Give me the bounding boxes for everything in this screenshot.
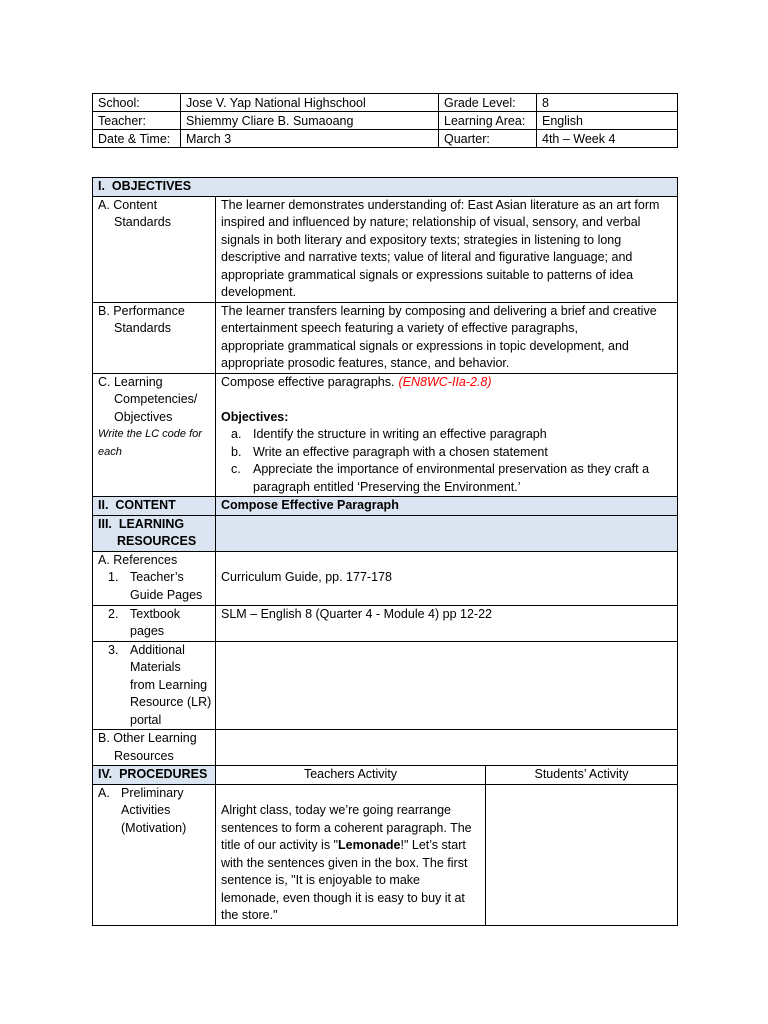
textbook-value: SLM – English 8 (Quarter 4 - Module 4) pp 12-22 <box>216 605 678 641</box>
text-line: Appreciate the importance of environmental preservation as they craft a <box>253 462 650 476</box>
text-line <box>221 837 480 855</box>
performance-standards-label <box>93 302 216 373</box>
label-line: Materials <box>130 660 181 674</box>
text-line: inspired and influenced by nature; relationship of visual, sensory, and verbal <box>221 215 641 229</box>
other-resources-label <box>93 730 216 766</box>
learning-area-value: English <box>537 112 678 130</box>
lc-code-note-line: each <box>98 445 122 458</box>
references-title: A. References <box>98 552 178 567</box>
text-line: The learner transfers learning by composing and delivering a brief and creative <box>221 303 657 318</box>
heading-line: III. LEARNING <box>98 516 185 531</box>
additional-materials-value <box>216 641 678 730</box>
learning-resources-heading-row <box>93 515 678 551</box>
list-marker: 2. <box>108 606 119 621</box>
competencies-text <box>216 373 678 497</box>
competency-statement <box>221 374 672 392</box>
label-line: Activities <box>121 803 171 817</box>
label-text <box>130 569 202 604</box>
content-heading: II. CONTENT <box>93 497 216 516</box>
label-line: Preliminary <box>121 785 184 800</box>
label-line: C. Learning <box>98 374 163 389</box>
activity-title: Lemonade <box>337 838 401 852</box>
text-line: sentences to form a coherent paragraph. The <box>221 820 472 835</box>
lc-code-note-line: Write the LC code for <box>98 428 202 440</box>
text-segment: title of our activity is " <box>221 838 338 852</box>
text-line: development. <box>221 285 297 299</box>
text-line: descriptive and narrative texts; value of literal and figurative language; and <box>221 250 633 264</box>
text-line: sentence is, "It is enjoyable to make <box>221 873 420 887</box>
info-row-school <box>93 94 678 112</box>
list-marker: 3. <box>108 642 119 657</box>
objective-item <box>221 426 672 444</box>
teacher-label: Teacher: <box>93 112 181 130</box>
students-activity-header: Students’ Activity <box>486 766 678 785</box>
label-line: Textbook <box>130 606 181 621</box>
blank-line <box>221 391 672 409</box>
school-label: School: <box>93 94 181 112</box>
objectives-heading-row <box>93 178 678 197</box>
label-line: B. Performance <box>98 303 185 318</box>
text-line: appropriate grammatical signals or expressions suitable to patterns of idea <box>221 267 634 282</box>
list-marker: 1. <box>108 570 119 584</box>
text-line: with the sentences given in the box. The first <box>221 855 468 870</box>
lc-code: (EN8WC-IIa-2.8) <box>398 374 492 389</box>
textbook-row <box>93 605 678 641</box>
textbook-item <box>98 606 210 641</box>
info-row-date <box>93 130 678 148</box>
performance-standards-text <box>216 302 678 373</box>
teacher-activity-cell <box>216 784 486 925</box>
list-marker: c. <box>231 462 241 476</box>
text-line: entertainment speech featuring a variety of effective paragraphs, <box>221 321 578 335</box>
label-line: Additional <box>130 642 185 657</box>
objectives-label: Objectives: <box>221 409 289 424</box>
learning-resources-heading <box>93 515 216 551</box>
learning-resources-heading-value <box>216 515 678 551</box>
teachers-guide-label <box>98 569 210 604</box>
label-line: (Motivation) <box>121 820 187 835</box>
references-label <box>93 551 216 605</box>
text-line: Alright class, today we’re going rearrange <box>221 803 451 817</box>
learning-area-label: Learning Area: <box>439 112 537 130</box>
teachers-guide-value: Curriculum Guide, pp. 177-178 <box>216 551 678 605</box>
content-row <box>93 497 678 516</box>
other-resources-value <box>216 730 678 766</box>
preliminary-activities-row <box>93 784 678 925</box>
text-line: Write an effective paragraph with a chosen statement <box>253 444 548 459</box>
preliminary-item <box>98 785 210 838</box>
content-value: Compose Effective Paragraph <box>216 497 678 516</box>
text-line: Identify the structure in writing an effective paragraph <box>253 427 547 441</box>
label-line: Guide Pages <box>130 587 203 602</box>
label-line: Standards <box>114 321 171 335</box>
label-line: B. Other Learning <box>98 731 197 745</box>
content-standards-text <box>216 196 678 302</box>
label-line: A. Content <box>98 197 158 212</box>
competencies-row <box>93 373 678 497</box>
objective-item <box>221 461 672 496</box>
competencies-label <box>93 373 216 497</box>
quarter-value: 4th – Week 4 <box>537 130 678 148</box>
procedures-heading: IV. PROCEDURES <box>93 766 216 785</box>
textbook-label <box>93 605 216 641</box>
additional-materials-label <box>93 641 216 730</box>
teacher-value: Shiemmy Cliare B. Sumaoang <box>181 112 439 130</box>
grade-level-label: Grade Level: <box>439 94 537 112</box>
label-line: from Learning <box>130 677 208 692</box>
objective-text <box>253 461 649 496</box>
student-activity-cell <box>486 784 678 925</box>
list-marker: b. <box>231 444 242 459</box>
text-segment: !" Let’s start <box>400 838 466 852</box>
list-marker: A. <box>98 785 110 800</box>
heading-line: RESOURCES <box>117 534 197 548</box>
objective-text <box>253 444 548 462</box>
list-marker: a. <box>231 427 242 441</box>
other-resources-row <box>93 730 678 766</box>
date-time-label: Date & Time: <box>93 130 181 148</box>
content-standards-row <box>93 196 678 302</box>
procedures-heading-row <box>93 766 678 785</box>
date-time-value: March 3 <box>181 130 439 148</box>
text-line: paragraph entitled ‘Preserving the Environment.’ <box>253 479 521 494</box>
teachers-activity-header: Teachers Activity <box>216 766 486 785</box>
objective-text <box>253 426 547 444</box>
text-line: the store." <box>221 908 278 922</box>
objective-item <box>221 444 672 462</box>
label-line: Resources <box>114 748 174 763</box>
label-text <box>121 785 186 838</box>
text-line: appropriate prosodic features, stance, and behavior. <box>221 356 510 370</box>
performance-standards-row <box>93 302 678 373</box>
content-standards-label <box>93 196 216 302</box>
label-line: Competencies/ <box>114 392 198 406</box>
label-text <box>130 606 180 641</box>
text-line: lemonade, even though it is easy to buy it at <box>221 890 465 905</box>
label-line: pages <box>130 624 165 638</box>
school-info-table <box>92 93 678 148</box>
additional-materials-row <box>93 641 678 730</box>
text-line: signals in both literary and expository texts; strategies in listening to long <box>221 232 622 247</box>
additional-materials-item <box>98 642 210 730</box>
text-line: The learner demonstrates understanding of: East Asian literature as an art form <box>221 197 660 212</box>
label-line: Objectives <box>114 409 173 424</box>
lesson-plan-table <box>92 177 678 926</box>
label-line: portal <box>130 712 162 727</box>
label-line: Standards <box>114 215 171 229</box>
competency-text: Compose effective paragraphs. <box>221 374 395 389</box>
objectives-heading: I. OBJECTIVES <box>93 178 678 197</box>
school-value: Jose V. Yap National Highschool <box>181 94 439 112</box>
label-line: Teacher’s <box>130 570 184 584</box>
quarter-label: Quarter: <box>439 130 537 148</box>
preliminary-activities-label <box>93 784 216 925</box>
info-row-teacher <box>93 112 678 130</box>
teachers-guide-row <box>93 551 678 605</box>
text-line: appropriate grammatical signals or expressions in topic development, and <box>221 338 629 353</box>
label-line: Resource (LR) <box>130 695 212 709</box>
label-text <box>130 642 211 730</box>
grade-level-value: 8 <box>537 94 678 112</box>
